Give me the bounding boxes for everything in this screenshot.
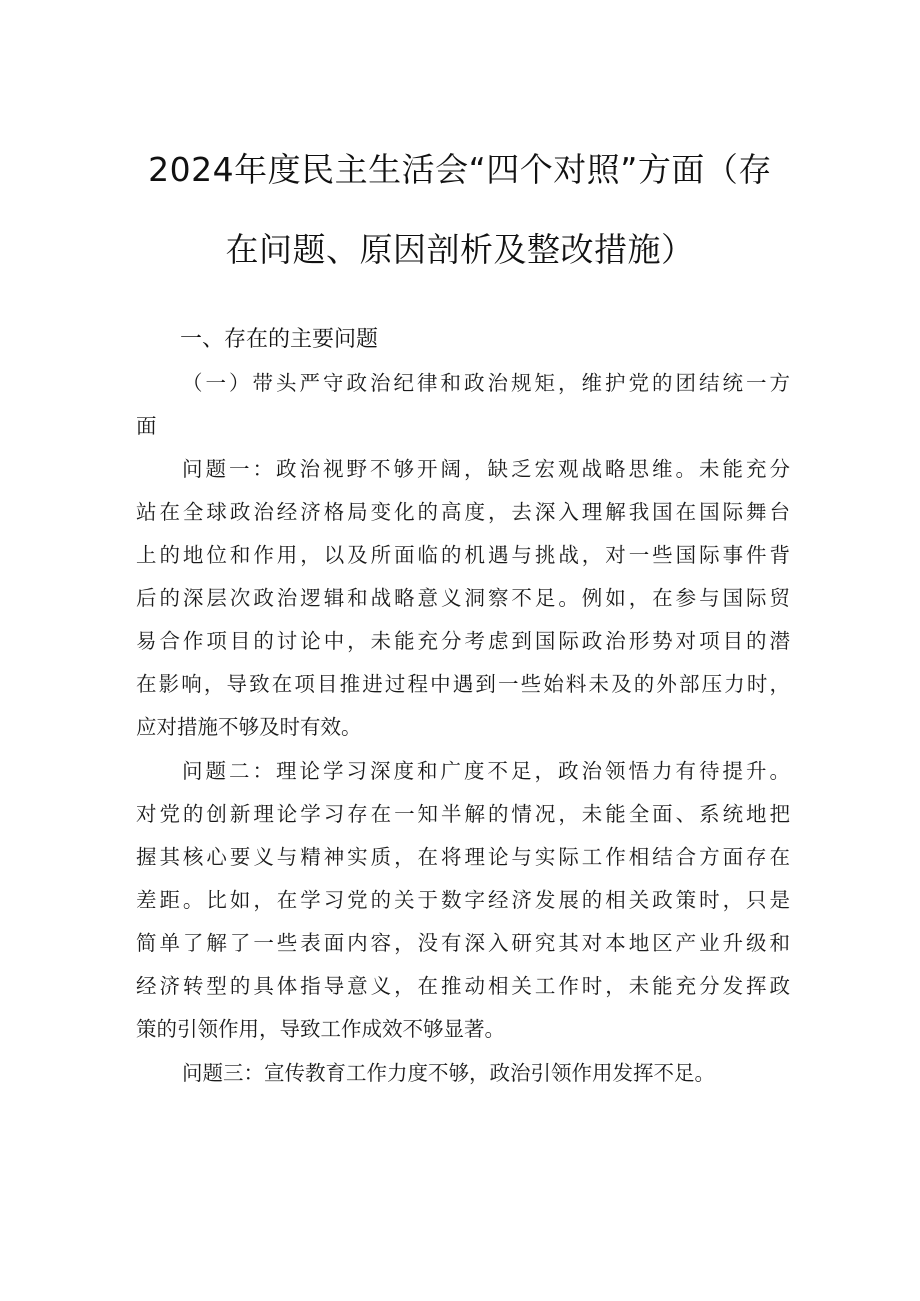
paragraph-line: 易合作项目的讨论中，未能充分考虑到国际政治形势对项目的潜 — [136, 629, 790, 653]
paragraph-line: 差距。比如，在学习党的关于数字经济发展的相关政策时，只是 — [136, 888, 790, 912]
paragraph-line: 在影响，导致在项目推进过程中遇到一些始料未及的外部压力时， — [136, 672, 790, 696]
paragraph-line: 站在全球政治经济格局变化的高度，去深入理解我国在国际舞台 — [136, 500, 790, 524]
paragraph-line: 简单了解了一些表面内容，没有深入研究其对本地区产业升级和 — [136, 931, 790, 955]
document-title-line-2: 在问题、原因剖析及整改措施） — [225, 230, 695, 269]
paragraph-line: 问题二：理论学习深度和广度不足，政治领悟力有待提升。 — [182, 759, 790, 783]
subsection-line: （一）带头严守政治纪律和政治规矩，维护党的团结统一方 — [182, 371, 790, 395]
paragraph-line: 上的地位和作用，以及所面临的机遇与挑战，对一些国际事件背 — [136, 543, 790, 567]
paragraph-line: 问题一：政治视野不够开阔，缺乏宏观战略思维。未能充分 — [182, 457, 790, 481]
section-heading: 一、存在的主要问题 — [180, 327, 379, 352]
paragraph-line: 对党的创新理论学习存在一知半解的情况，未能全面、系统地把 — [136, 802, 790, 826]
paragraph-line: 后的深层次政治逻辑和战略意义洞察不足。例如，在参与国际贸 — [136, 586, 790, 610]
paragraph-line: 问题三：宣传教育工作力度不够，政治引领作用发挥不足。 — [182, 1061, 715, 1085]
paragraph-line: 策的引领作用，导致工作成效不够显著。 — [136, 1017, 505, 1041]
subsection-line: 面 — [136, 414, 157, 438]
paragraph-line: 经济转型的具体指导意义，在推动相关工作时，未能充分发挥政 — [136, 974, 790, 998]
document-title-line-1: 2024年度民主生活会“四个对照”方面（存 — [148, 150, 772, 189]
paragraph-line: 握其核心要义与精神实质，在将理论与实际工作相结合方面存在 — [136, 845, 790, 869]
paragraph-line: 应对措施不够及时有效。 — [136, 715, 362, 739]
